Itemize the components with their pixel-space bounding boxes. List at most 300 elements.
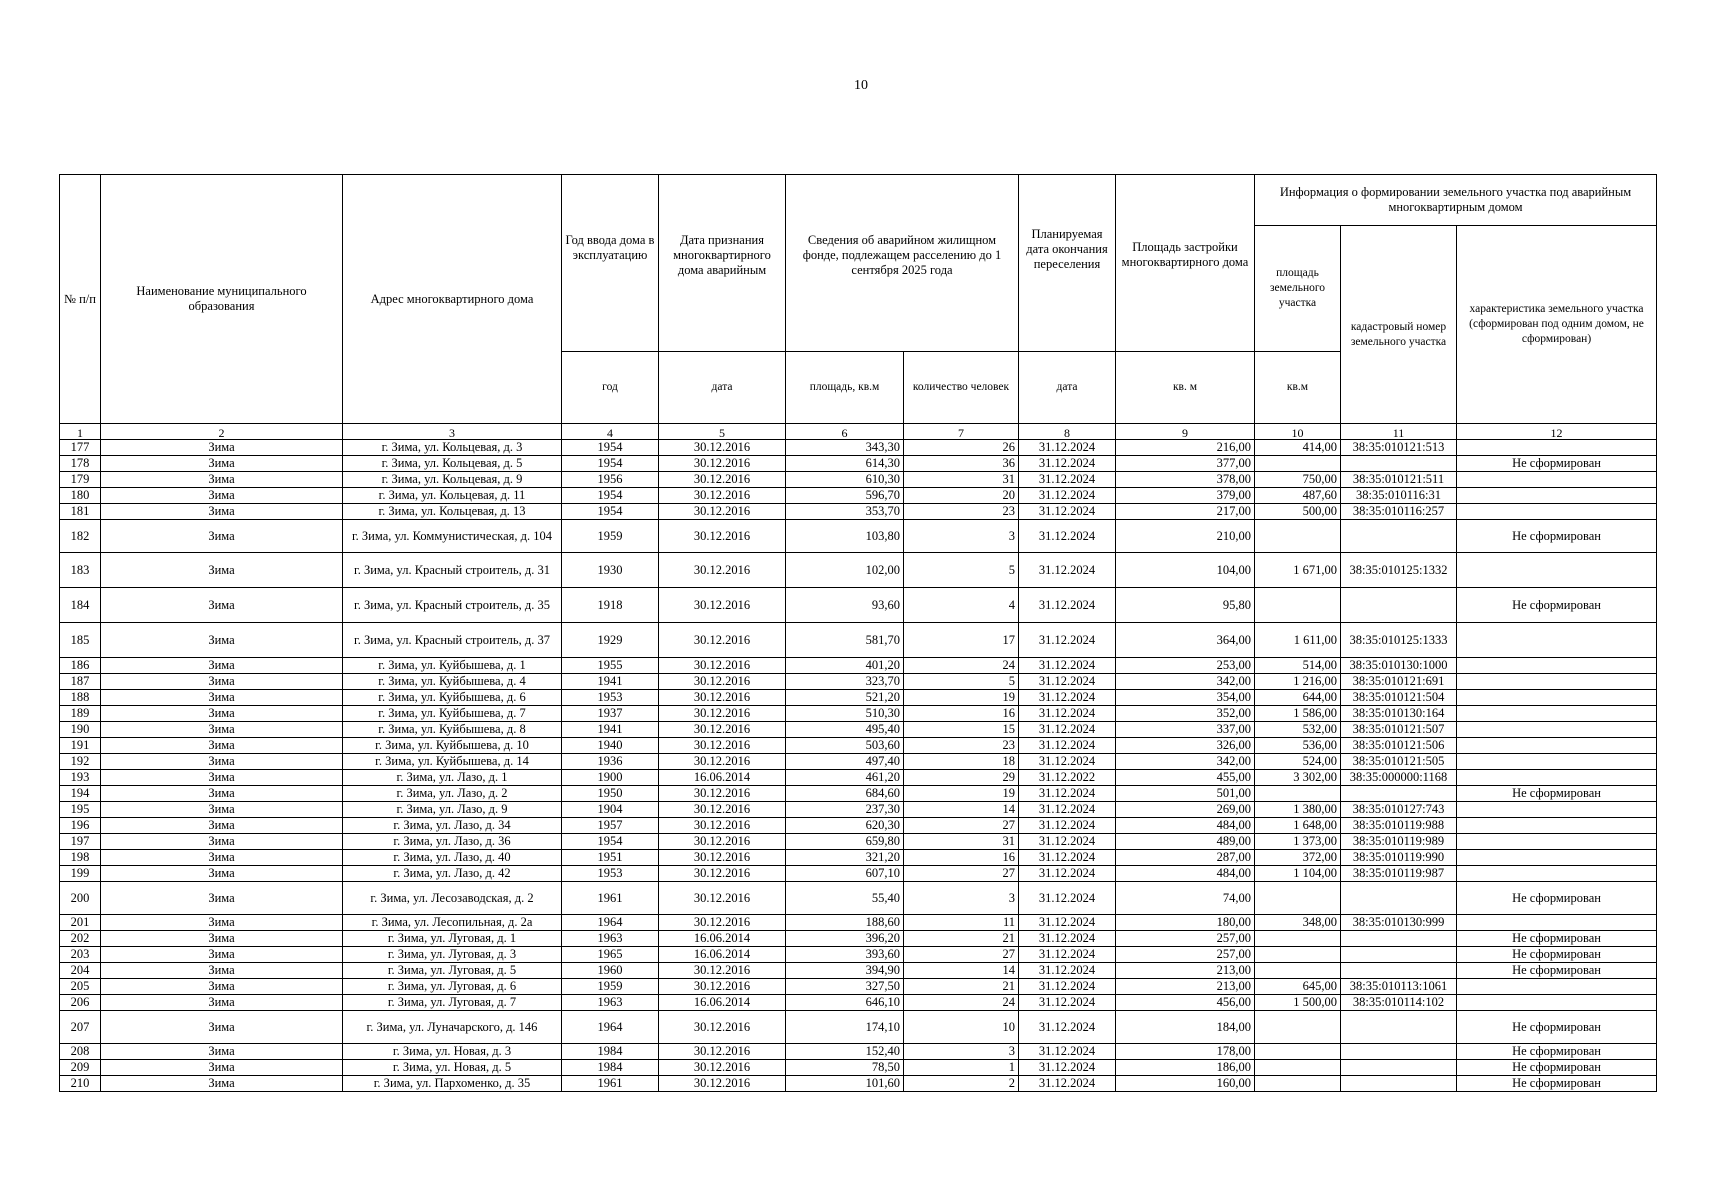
address-cell: г. Зима, ул. Лазо, д. 1 [343, 770, 562, 786]
building-area-cell: 456,00 [1116, 995, 1255, 1011]
people-cell: 16 [904, 850, 1019, 866]
land-status-cell [1457, 738, 1657, 754]
column-number: 8 [1019, 424, 1116, 440]
year-cell: 1930 [562, 553, 659, 588]
year-cell: 1929 [562, 623, 659, 658]
building-area-cell: 455,00 [1116, 770, 1255, 786]
land-area-cell: 500,00 [1255, 504, 1341, 520]
row-number: 194 [60, 786, 101, 802]
year-cell: 1984 [562, 1044, 659, 1060]
planned-end-cell: 31.12.2024 [1019, 504, 1116, 520]
land-status-cell [1457, 472, 1657, 488]
planned-end-cell: 31.12.2024 [1019, 738, 1116, 754]
cadastral-number-cell: 38:35:010121:691 [1341, 674, 1457, 690]
land-status-cell [1457, 979, 1657, 995]
header-land-area: площадь земельного участка [1255, 226, 1341, 352]
year-cell: 1957 [562, 818, 659, 834]
address-cell: г. Зима, ул. Луговая, д. 6 [343, 979, 562, 995]
row-number: 187 [60, 674, 101, 690]
emergency-date-cell: 30.12.2016 [659, 674, 786, 690]
cadastral-number-cell [1341, 882, 1457, 915]
emergency-date-cell: 30.12.2016 [659, 706, 786, 722]
cadastral-number-cell [1341, 947, 1457, 963]
row-number: 193 [60, 770, 101, 786]
table-row [60, 472, 1657, 488]
building-area-cell: 484,00 [1116, 866, 1255, 882]
building-area-cell: 489,00 [1116, 834, 1255, 850]
column-number: 11 [1341, 424, 1457, 440]
emergency-date-cell: 30.12.2016 [659, 488, 786, 504]
address-cell: г. Зима, ул. Куйбышева, д. 4 [343, 674, 562, 690]
building-area-cell: 74,00 [1116, 882, 1255, 915]
row-number: 190 [60, 722, 101, 738]
address-cell: г. Зима, ул. Луговая, д. 1 [343, 931, 562, 947]
planned-end-cell: 31.12.2024 [1019, 818, 1116, 834]
municipality-cell: Зима [101, 553, 343, 588]
header-municipality: Наименование муниципального образования [101, 175, 343, 424]
emergency-date-cell: 30.12.2016 [659, 520, 786, 553]
area-cell: 343,30 [786, 440, 904, 456]
emergency-date-cell: 30.12.2016 [659, 472, 786, 488]
building-area-cell: 337,00 [1116, 722, 1255, 738]
area-cell: 188,60 [786, 915, 904, 931]
land-status-cell [1457, 818, 1657, 834]
planned-end-cell: 31.12.2024 [1019, 1011, 1116, 1044]
area-cell: 581,70 [786, 623, 904, 658]
address-cell: г. Зима, ул. Куйбышева, д. 8 [343, 722, 562, 738]
table-row [60, 456, 1657, 472]
planned-end-cell: 31.12.2022 [1019, 770, 1116, 786]
year-cell: 1955 [562, 658, 659, 674]
land-area-cell [1255, 1044, 1341, 1060]
area-cell: 174,10 [786, 1011, 904, 1044]
building-area-cell: 104,00 [1116, 553, 1255, 588]
planned-end-cell: 31.12.2024 [1019, 834, 1116, 850]
municipality-cell: Зима [101, 472, 343, 488]
people-cell: 21 [904, 931, 1019, 947]
building-area-cell: 379,00 [1116, 488, 1255, 504]
building-area-cell: 354,00 [1116, 690, 1255, 706]
address-cell: г. Зима, ул. Луговая, д. 5 [343, 963, 562, 979]
land-status-cell [1457, 553, 1657, 588]
people-cell: 17 [904, 623, 1019, 658]
building-area-cell: 269,00 [1116, 802, 1255, 818]
land-area-cell [1255, 947, 1341, 963]
area-cell: 237,30 [786, 802, 904, 818]
land-status-cell: Не сформирован [1457, 456, 1657, 472]
municipality-cell: Зима [101, 1044, 343, 1060]
municipality-cell: Зима [101, 1011, 343, 1044]
land-area-cell: 524,00 [1255, 754, 1341, 770]
people-cell: 5 [904, 674, 1019, 690]
municipality-cell: Зима [101, 947, 343, 963]
address-cell: г. Зима, ул. Кольцевая, д. 3 [343, 440, 562, 456]
area-cell: 510,30 [786, 706, 904, 722]
land-area-cell [1255, 456, 1341, 472]
municipality-cell: Зима [101, 834, 343, 850]
column-number: 1 [60, 424, 101, 440]
year-cell: 1961 [562, 1076, 659, 1092]
column-number: 3 [343, 424, 562, 440]
land-status-cell: Не сформирован [1457, 786, 1657, 802]
building-area-cell: 257,00 [1116, 931, 1255, 947]
emergency-housing-table [59, 174, 1657, 1092]
land-area-cell [1255, 931, 1341, 947]
table-row [60, 440, 1657, 456]
address-cell: г. Зима, ул. Лазо, д. 42 [343, 866, 562, 882]
people-cell: 19 [904, 690, 1019, 706]
emergency-date-cell: 30.12.2016 [659, 786, 786, 802]
cadastral-number-cell: 38:35:010130:999 [1341, 915, 1457, 931]
municipality-cell: Зима [101, 588, 343, 623]
row-number: 201 [60, 915, 101, 931]
municipality-cell: Зима [101, 504, 343, 520]
planned-end-cell: 31.12.2024 [1019, 963, 1116, 979]
land-area-cell: 1 586,00 [1255, 706, 1341, 722]
area-cell: 393,60 [786, 947, 904, 963]
emergency-date-cell: 16.06.2014 [659, 770, 786, 786]
year-cell: 1918 [562, 588, 659, 623]
emergency-date-cell: 30.12.2016 [659, 979, 786, 995]
cadastral-number-cell: 38:35:010114:102 [1341, 995, 1457, 1011]
table-row [60, 866, 1657, 882]
unit-date: дата [659, 352, 786, 424]
land-area-cell: 532,00 [1255, 722, 1341, 738]
header-land-info: Информация о формировании земельного участка под аварийным многоквартирным домом [1255, 175, 1657, 226]
planned-end-cell: 31.12.2024 [1019, 979, 1116, 995]
land-status-cell [1457, 850, 1657, 866]
people-cell: 3 [904, 882, 1019, 915]
area-cell: 684,60 [786, 786, 904, 802]
municipality-cell: Зима [101, 931, 343, 947]
planned-end-cell: 31.12.2024 [1019, 1060, 1116, 1076]
planned-end-cell: 31.12.2024 [1019, 488, 1116, 504]
land-status-cell [1457, 754, 1657, 770]
land-status-cell: Не сформирован [1457, 963, 1657, 979]
people-cell: 26 [904, 440, 1019, 456]
address-cell: г. Зима, ул. Лесопильная, д. 2а [343, 915, 562, 931]
year-cell: 1936 [562, 754, 659, 770]
land-status-cell [1457, 722, 1657, 738]
year-cell: 1984 [562, 1060, 659, 1076]
municipality-cell: Зима [101, 850, 343, 866]
land-status-cell: Не сформирован [1457, 931, 1657, 947]
row-number: 180 [60, 488, 101, 504]
building-area-cell: 484,00 [1116, 818, 1255, 834]
land-area-cell: 1 380,00 [1255, 802, 1341, 818]
header-building-area: Площадь застройки многоквартирного дома [1116, 175, 1255, 352]
year-cell: 1954 [562, 504, 659, 520]
area-cell: 55,40 [786, 882, 904, 915]
planned-end-cell: 31.12.2024 [1019, 706, 1116, 722]
row-number: 210 [60, 1076, 101, 1092]
planned-end-cell: 31.12.2024 [1019, 690, 1116, 706]
address-cell: г. Зима, ул. Луговая, д. 3 [343, 947, 562, 963]
cadastral-number-cell [1341, 1060, 1457, 1076]
table-row [60, 623, 1657, 658]
emergency-date-cell: 30.12.2016 [659, 504, 786, 520]
building-area-cell: 213,00 [1116, 979, 1255, 995]
table-row [60, 1060, 1657, 1076]
planned-end-cell: 31.12.2024 [1019, 456, 1116, 472]
row-number: 207 [60, 1011, 101, 1044]
land-area-cell: 1 104,00 [1255, 866, 1341, 882]
emergency-date-cell: 30.12.2016 [659, 1011, 786, 1044]
planned-end-cell: 31.12.2024 [1019, 1076, 1116, 1092]
year-cell: 1954 [562, 456, 659, 472]
row-number: 196 [60, 818, 101, 834]
emergency-date-cell: 30.12.2016 [659, 440, 786, 456]
row-number: 177 [60, 440, 101, 456]
planned-end-cell: 31.12.2024 [1019, 786, 1116, 802]
address-cell: г. Зима, ул. Луговая, д. 7 [343, 995, 562, 1011]
people-cell: 23 [904, 504, 1019, 520]
address-cell: г. Зима, ул. Лесозаводская, д. 2 [343, 882, 562, 915]
year-cell: 1954 [562, 488, 659, 504]
emergency-date-cell: 30.12.2016 [659, 738, 786, 754]
emergency-date-cell: 30.12.2016 [659, 754, 786, 770]
municipality-cell: Зима [101, 818, 343, 834]
year-cell: 1941 [562, 722, 659, 738]
header-num: № п/п [60, 175, 101, 424]
cadastral-number-cell [1341, 1011, 1457, 1044]
municipality-cell: Зима [101, 520, 343, 553]
emergency-date-cell: 30.12.2016 [659, 850, 786, 866]
municipality-cell: Зима [101, 866, 343, 882]
municipality-cell: Зима [101, 690, 343, 706]
land-area-cell [1255, 1011, 1341, 1044]
land-status-cell: Не сформирован [1457, 1044, 1657, 1060]
emergency-date-cell: 16.06.2014 [659, 995, 786, 1011]
header-land-char: характеристика земельного участка (сформирован под одним домом, не сформирован) [1457, 226, 1657, 424]
people-cell: 19 [904, 786, 1019, 802]
cadastral-number-cell: 38:35:010130:1000 [1341, 658, 1457, 674]
table-row [60, 553, 1657, 588]
land-status-cell [1457, 504, 1657, 520]
address-cell: г. Зима, ул. Новая, д. 3 [343, 1044, 562, 1060]
land-status-cell: Не сформирован [1457, 588, 1657, 623]
table-row [60, 722, 1657, 738]
area-cell: 614,30 [786, 456, 904, 472]
row-number: 203 [60, 947, 101, 963]
table-row [60, 1076, 1657, 1092]
people-cell: 31 [904, 834, 1019, 850]
emergency-date-cell: 30.12.2016 [659, 915, 786, 931]
building-area-cell: 213,00 [1116, 963, 1255, 979]
land-area-cell: 645,00 [1255, 979, 1341, 995]
municipality-cell: Зима [101, 995, 343, 1011]
cadastral-number-cell [1341, 1076, 1457, 1092]
table-row [60, 818, 1657, 834]
people-cell: 3 [904, 520, 1019, 553]
area-cell: 607,10 [786, 866, 904, 882]
emergency-date-cell: 30.12.2016 [659, 623, 786, 658]
land-area-cell: 750,00 [1255, 472, 1341, 488]
building-area-cell: 178,00 [1116, 1044, 1255, 1060]
area-cell: 610,30 [786, 472, 904, 488]
area-cell: 101,60 [786, 1076, 904, 1092]
table-row [60, 882, 1657, 915]
building-area-cell: 326,00 [1116, 738, 1255, 754]
row-number: 209 [60, 1060, 101, 1076]
cadastral-number-cell: 38:35:010121:507 [1341, 722, 1457, 738]
people-cell: 21 [904, 979, 1019, 995]
municipality-cell: Зима [101, 488, 343, 504]
emergency-date-cell: 30.12.2016 [659, 834, 786, 850]
land-area-cell [1255, 1076, 1341, 1092]
land-status-cell [1457, 690, 1657, 706]
area-cell: 93,60 [786, 588, 904, 623]
address-cell: г. Зима, ул. Кольцевая, д. 13 [343, 504, 562, 520]
table-row [60, 488, 1657, 504]
row-number: 182 [60, 520, 101, 553]
cadastral-number-cell: 38:35:010113:1061 [1341, 979, 1457, 995]
people-cell: 20 [904, 488, 1019, 504]
year-cell: 1937 [562, 706, 659, 722]
year-cell: 1963 [562, 995, 659, 1011]
land-area-cell: 348,00 [1255, 915, 1341, 931]
row-number: 198 [60, 850, 101, 866]
address-cell: г. Зима, ул. Куйбышева, д. 7 [343, 706, 562, 722]
municipality-cell: Зима [101, 706, 343, 722]
land-status-cell [1457, 995, 1657, 1011]
planned-end-cell: 31.12.2024 [1019, 850, 1116, 866]
emergency-date-cell: 30.12.2016 [659, 553, 786, 588]
building-area-cell: 210,00 [1116, 520, 1255, 553]
emergency-date-cell: 30.12.2016 [659, 866, 786, 882]
row-number: 188 [60, 690, 101, 706]
cadastral-number-cell [1341, 786, 1457, 802]
table-row [60, 915, 1657, 931]
planned-end-cell: 31.12.2024 [1019, 623, 1116, 658]
planned-end-cell: 31.12.2024 [1019, 520, 1116, 553]
year-cell: 1965 [562, 947, 659, 963]
people-cell: 15 [904, 722, 1019, 738]
people-cell: 31 [904, 472, 1019, 488]
row-number: 191 [60, 738, 101, 754]
emergency-date-cell: 30.12.2016 [659, 1044, 786, 1060]
table-row [60, 674, 1657, 690]
planned-end-cell: 31.12.2024 [1019, 1044, 1116, 1060]
row-number: 205 [60, 979, 101, 995]
planned-end-cell: 31.12.2024 [1019, 866, 1116, 882]
column-number: 10 [1255, 424, 1341, 440]
row-number: 186 [60, 658, 101, 674]
building-area-cell: 287,00 [1116, 850, 1255, 866]
address-cell: г. Зима, ул. Новая, д. 5 [343, 1060, 562, 1076]
area-cell: 353,70 [786, 504, 904, 520]
land-area-cell: 644,00 [1255, 690, 1341, 706]
land-area-cell: 1 373,00 [1255, 834, 1341, 850]
address-cell: г. Зима, ул. Луначарского, д. 146 [343, 1011, 562, 1044]
municipality-cell: Зима [101, 722, 343, 738]
year-cell: 1900 [562, 770, 659, 786]
municipality-cell: Зима [101, 770, 343, 786]
cadastral-number-cell: 38:35:010121:506 [1341, 738, 1457, 754]
building-area-cell: 160,00 [1116, 1076, 1255, 1092]
people-cell: 27 [904, 866, 1019, 882]
building-area-cell: 501,00 [1116, 786, 1255, 802]
address-cell: г. Зима, ул. Лазо, д. 2 [343, 786, 562, 802]
address-cell: г. Зима, ул. Лазо, д. 9 [343, 802, 562, 818]
building-area-cell: 342,00 [1116, 674, 1255, 690]
year-cell: 1950 [562, 786, 659, 802]
people-cell: 3 [904, 1044, 1019, 1060]
row-number: 202 [60, 931, 101, 947]
land-status-cell [1457, 915, 1657, 931]
address-cell: г. Зима, ул. Красный строитель, д. 35 [343, 588, 562, 623]
cadastral-number-cell: 38:35:000000:1168 [1341, 770, 1457, 786]
emergency-date-cell: 30.12.2016 [659, 1060, 786, 1076]
table-row [60, 947, 1657, 963]
planned-end-cell: 31.12.2024 [1019, 440, 1116, 456]
emergency-date-cell: 30.12.2016 [659, 818, 786, 834]
row-number: 200 [60, 882, 101, 915]
row-number: 189 [60, 706, 101, 722]
building-area-cell: 216,00 [1116, 440, 1255, 456]
people-cell: 27 [904, 818, 1019, 834]
row-number: 183 [60, 553, 101, 588]
year-cell: 1951 [562, 850, 659, 866]
building-area-cell: 378,00 [1116, 472, 1255, 488]
cadastral-number-cell [1341, 588, 1457, 623]
land-status-cell [1457, 440, 1657, 456]
land-status-cell: Не сформирован [1457, 1060, 1657, 1076]
planned-end-cell: 31.12.2024 [1019, 472, 1116, 488]
municipality-cell: Зима [101, 786, 343, 802]
cadastral-number-cell: 38:35:010119:987 [1341, 866, 1457, 882]
planned-end-cell: 31.12.2024 [1019, 882, 1116, 915]
table-row [60, 963, 1657, 979]
column-number: 5 [659, 424, 786, 440]
land-status-cell: Не сформирован [1457, 520, 1657, 553]
planned-end-cell: 31.12.2024 [1019, 674, 1116, 690]
land-status-cell [1457, 623, 1657, 658]
area-cell: 323,70 [786, 674, 904, 690]
building-area-cell: 364,00 [1116, 623, 1255, 658]
table-row [60, 706, 1657, 722]
year-cell: 1964 [562, 1011, 659, 1044]
land-area-cell: 3 302,00 [1255, 770, 1341, 786]
people-cell: 10 [904, 1011, 1019, 1044]
land-area-cell: 1 671,00 [1255, 553, 1341, 588]
cadastral-number-cell: 38:35:010121:504 [1341, 690, 1457, 706]
year-cell: 1941 [562, 674, 659, 690]
column-number: 9 [1116, 424, 1255, 440]
people-cell: 27 [904, 947, 1019, 963]
people-cell: 23 [904, 738, 1019, 754]
row-number: 204 [60, 963, 101, 979]
cadastral-number-cell: 38:35:010119:990 [1341, 850, 1457, 866]
people-cell: 4 [904, 588, 1019, 623]
table-row [60, 690, 1657, 706]
table-row [60, 658, 1657, 674]
land-area-cell [1255, 1060, 1341, 1076]
municipality-cell: Зима [101, 738, 343, 754]
land-status-cell: Не сформирован [1457, 947, 1657, 963]
year-cell: 1964 [562, 915, 659, 931]
area-cell: 78,50 [786, 1060, 904, 1076]
land-status-cell [1457, 866, 1657, 882]
year-cell: 1954 [562, 440, 659, 456]
unit-year: год [562, 352, 659, 424]
people-cell: 24 [904, 995, 1019, 1011]
unit-end-date: дата [1019, 352, 1116, 424]
year-cell: 1959 [562, 520, 659, 553]
municipality-cell: Зима [101, 915, 343, 931]
column-number: 12 [1457, 424, 1657, 440]
year-cell: 1953 [562, 866, 659, 882]
